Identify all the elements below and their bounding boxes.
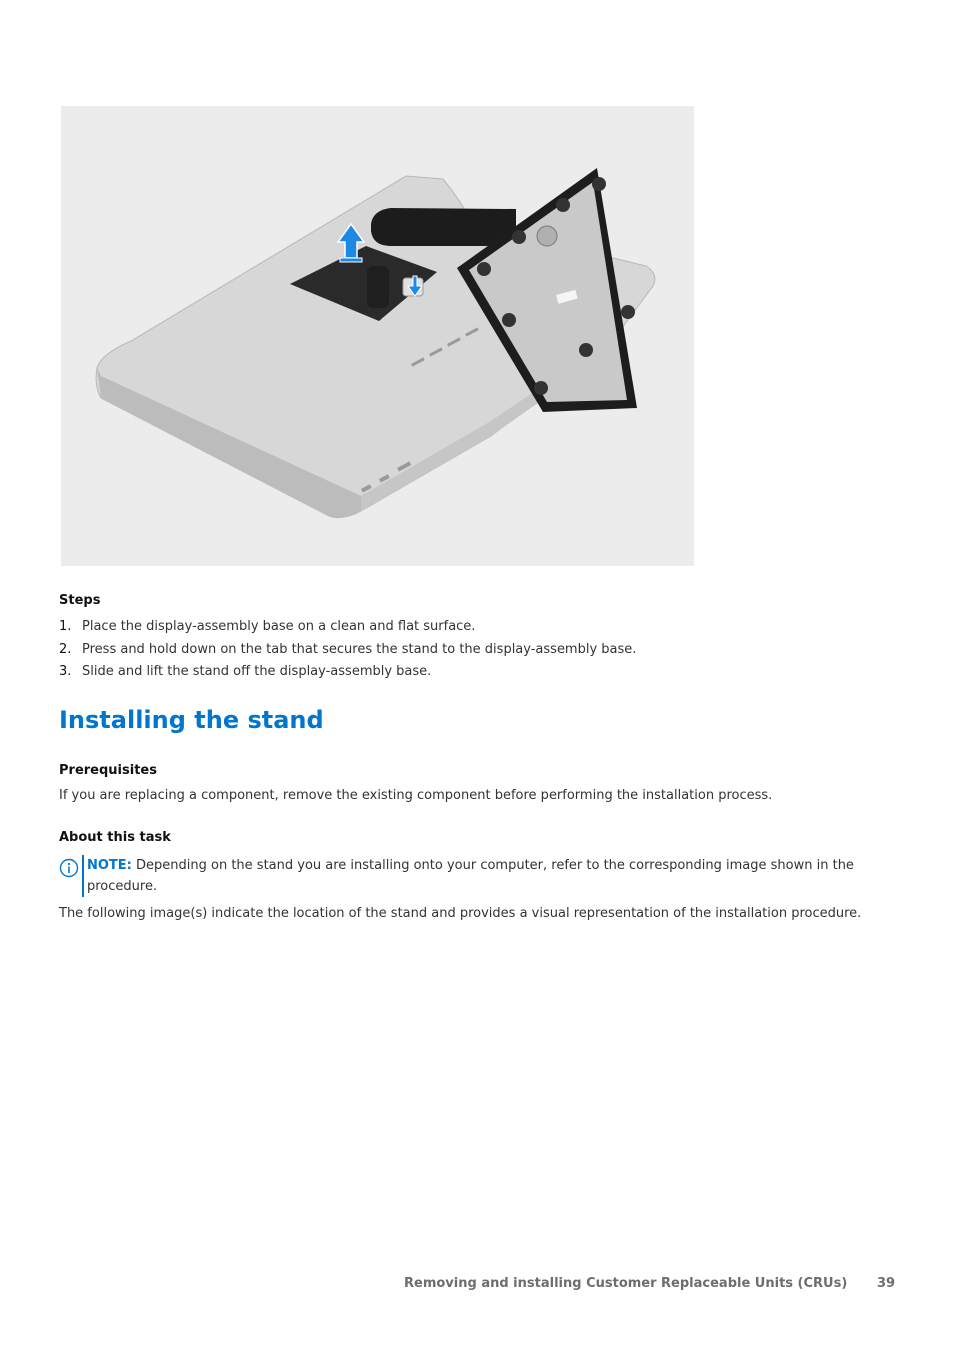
stand-hinge (367, 266, 389, 308)
step-number: 1. (59, 619, 72, 634)
stand-arm (371, 208, 516, 246)
step-item (59, 641, 899, 664)
center-screw (537, 226, 557, 246)
note-body: Depending on the stand you are installing onto your computer, refer to the corresponding image shown in the procedure. (87, 858, 854, 894)
about-task-body: The following image(s) indicate the location of the stand and provides a visual representation of the installation procedure. (59, 906, 862, 921)
note-text (87, 855, 862, 897)
note-label: NOTE: (87, 858, 132, 873)
note-bar (82, 855, 84, 897)
step-text: Slide and lift the stand off the display-assembly base. (82, 664, 432, 679)
step-item (59, 618, 899, 641)
info-icon (59, 858, 79, 878)
step-text: Place the display-assembly base on a clean and flat surface. (82, 619, 476, 634)
step-item (59, 663, 899, 686)
footer-title: Removing and installing Customer Replaceable Units (CRUs) (404, 1276, 848, 1291)
section-title: Installing the stand (59, 706, 324, 734)
stand-removal-illustration (61, 106, 694, 566)
steps-heading: Steps (59, 593, 101, 608)
prerequisites-heading: Prerequisites (59, 763, 157, 778)
page-number: 39 (877, 1276, 896, 1291)
step-number: 3. (59, 664, 72, 679)
about-task-heading: About this task (59, 830, 171, 845)
step-text: Press and hold down on the tab that secures the stand to the display-assembly base. (82, 641, 637, 657)
steps-list (59, 618, 899, 686)
step-number: 2. (59, 641, 72, 657)
computer-stand-diagram (61, 106, 694, 566)
prerequisites-text: If you are replacing a component, remove the existing component before performing the installation process. (59, 788, 773, 803)
